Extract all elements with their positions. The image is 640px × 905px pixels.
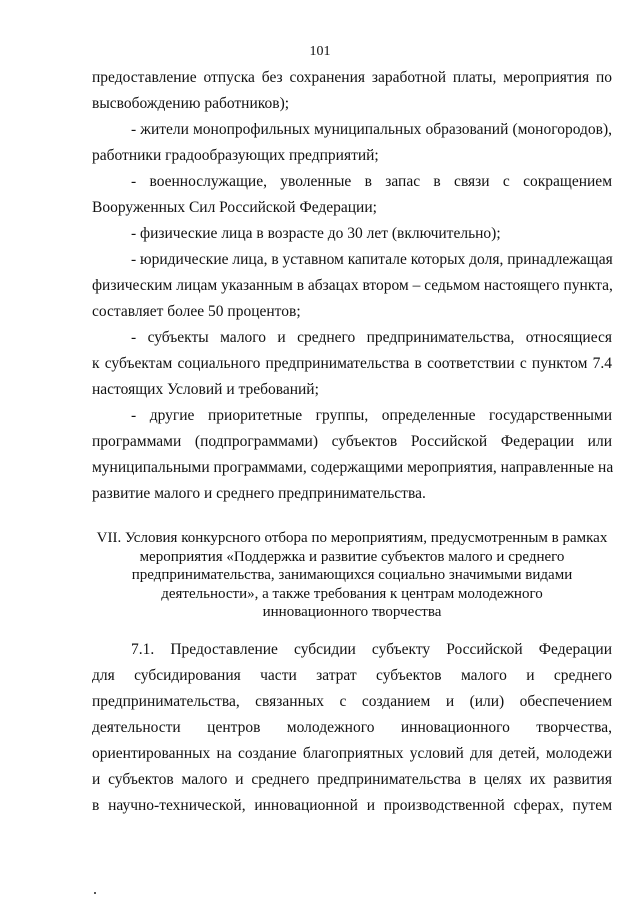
heading-line: мероприятия «Поддержка и развитие субъектов малого и среднего (139, 548, 565, 565)
text-line: развитие малого и среднего предпринимательства. (92, 485, 426, 502)
text-line: муниципальными программами, содержащими мероприятия, направленные на (92, 459, 614, 476)
text-line: работники градообразующих предприятий; (92, 147, 379, 164)
text-line: - военнослужащие, уволенные в запас в связи с сокращением (131, 173, 612, 190)
text-line: к субъектам социального предпринимательства в соответствии с пунктом 7.4 (92, 355, 612, 372)
text-line: физическим лицам указанным в абзацах втором – седьмом настоящего пункта, (92, 277, 613, 294)
scan-speck (94, 892, 96, 894)
text-line: настоящих Условий и требований; (92, 381, 319, 398)
section-paragraph (92, 637, 612, 819)
text-line: составляет более 50 процентов; (92, 303, 301, 320)
text-line: деятельности центров молодежного инновационного творчества, (92, 718, 612, 736)
text-line: программами (подпрограммами) субъектов Российской Федерации или (92, 433, 612, 450)
text-line: высвобождению работников); (92, 95, 290, 112)
text-line: - жители монопрофильных муниципальных образований (моногородов), (131, 121, 612, 138)
heading-line: предпринимательства, занимающихся социально значимыми видами (131, 567, 573, 583)
text-line: - юридические лица, в уставном капитале которых доля, принадлежащая (131, 251, 613, 268)
text-line: предпринимательства, связанных с созданием и (или) обеспечением (92, 692, 612, 710)
section-heading (92, 529, 612, 622)
document-body (92, 65, 612, 819)
heading-line: инновационного творчества (262, 604, 442, 620)
text-line: Вооруженных Сил Российской Федерации; (92, 199, 377, 216)
list-paragraphs (92, 65, 612, 507)
text-line: ориентированных на создание благоприятных условий для детей, молодежи (92, 744, 612, 762)
heading-line: деятельности», а также требования к центрам молодежного (161, 585, 543, 602)
text-line: 7.1. Предоставление субсидии субъекту Российской Федерации (131, 640, 612, 658)
text-line: в научно-технической, инновационной и производственной сферах, путем (92, 796, 612, 814)
page-number: 101 (309, 44, 331, 59)
text-line: - субъекты малого и среднего предпринимательства, относящиеся (131, 329, 612, 346)
text-line: - физические лица в возрасте до 30 лет (включительно); (131, 225, 501, 242)
text-line: предоставление отпуска без сохранения заработной платы, мероприятия по (92, 69, 612, 86)
heading-line: VII. Условия конкурсного отбора по мероприятиям, предусмотренным в рамках (96, 530, 608, 546)
text-line: для субсидирования части затрат субъектов малого и среднего (92, 666, 612, 684)
text-line: и субъектов малого и среднего предпринимательства в целях их развития (92, 770, 612, 788)
text-line: - другие приоритетные группы, определенные государственными (131, 407, 612, 424)
